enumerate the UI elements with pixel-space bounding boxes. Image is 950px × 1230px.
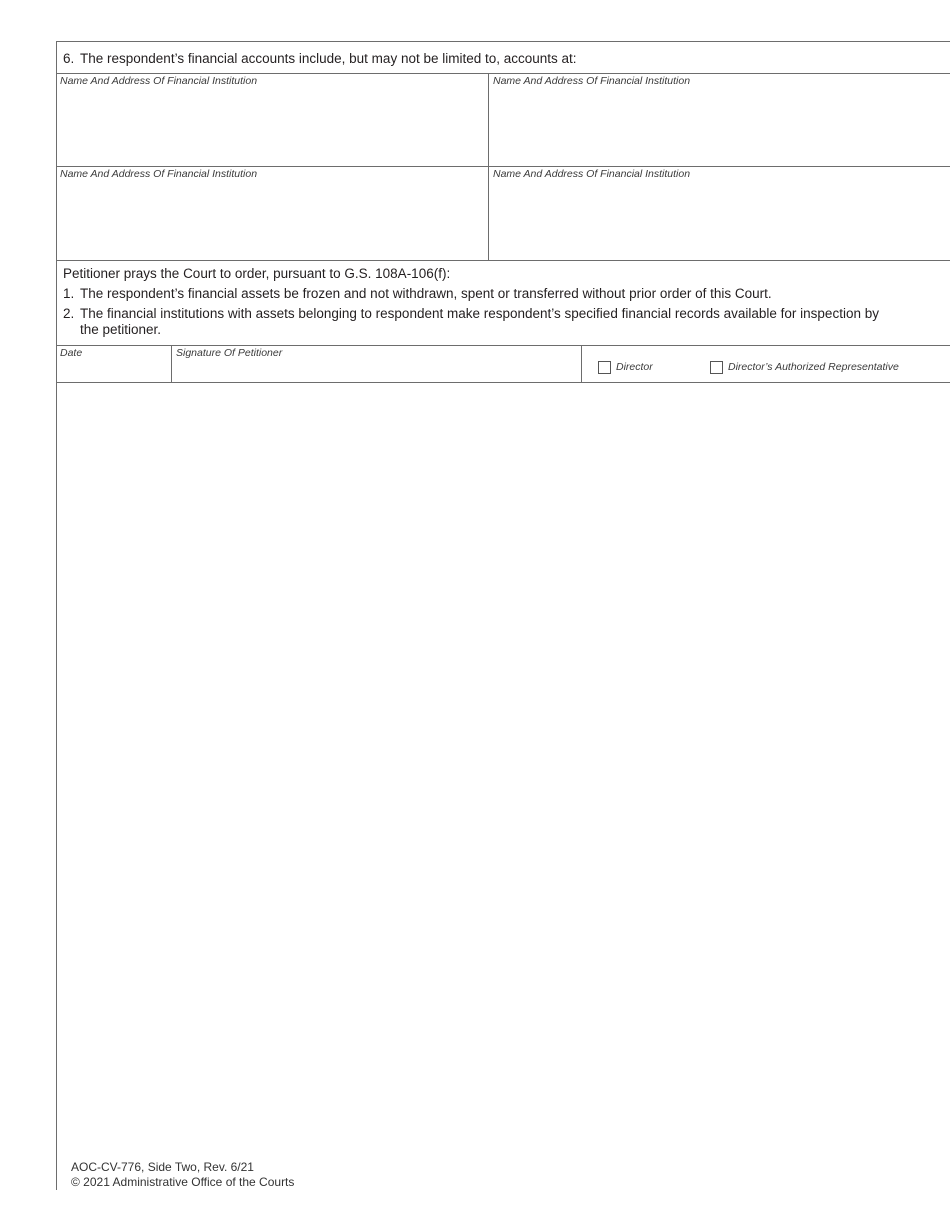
divider	[488, 73, 489, 260]
prayer-item-1-number: 1.	[63, 286, 75, 301]
divider	[56, 260, 950, 261]
copyright: © 2021 Administrative Office of the Courts	[71, 1175, 295, 1189]
divider	[56, 166, 950, 167]
section-6-number: 6.	[63, 51, 75, 66]
form-id: AOC-CV-776, Side Two, Rev. 6/21	[71, 1160, 254, 1174]
divider	[581, 345, 582, 382]
prayer-item-2-text-cont: the petitioner.	[80, 322, 162, 337]
date-field[interactable]	[57, 360, 170, 381]
institution-1-label: Name And Address Of Financial Institution	[60, 75, 258, 87]
signature-label: Signature Of Petitioner	[176, 347, 283, 359]
divider	[56, 345, 950, 346]
prayer-item-2-number: 2.	[63, 306, 75, 321]
institution-4-label: Name And Address Of Financial Institution	[493, 168, 691, 180]
institution-4-field[interactable]	[490, 181, 949, 259]
institution-3-label: Name And Address Of Financial Institution	[60, 168, 258, 180]
authorized-rep-checkbox[interactable]	[710, 361, 723, 374]
authorized-rep-checkbox-label: Director’s Authorized Representative	[728, 361, 899, 373]
section-6-heading: The respondent’s financial accounts include, but may not be limited to, accounts at:	[80, 51, 577, 66]
divider	[171, 345, 172, 382]
institution-1-field[interactable]	[57, 88, 487, 165]
prayer-item-1-text: The respondent’s financial assets be frozen and not withdrawn, spent or transferred without prior order of this Court.	[80, 286, 772, 301]
institution-2-field[interactable]	[490, 88, 949, 165]
signature-field[interactable]	[173, 360, 580, 381]
institution-3-field[interactable]	[57, 181, 487, 259]
director-checkbox[interactable]	[598, 361, 611, 374]
date-label: Date	[60, 347, 83, 359]
director-checkbox-label: Director	[616, 361, 653, 373]
prayer-item-2-text: The financial institutions with assets belonging to respondent make respondent’s specified financial records available for inspection by	[80, 306, 879, 321]
divider	[56, 382, 950, 383]
divider	[56, 73, 950, 74]
prayer-intro: Petitioner prays the Court to order, pursuant to G.S. 108A-106(f):	[63, 266, 451, 281]
institution-2-label: Name And Address Of Financial Institution	[493, 75, 691, 87]
